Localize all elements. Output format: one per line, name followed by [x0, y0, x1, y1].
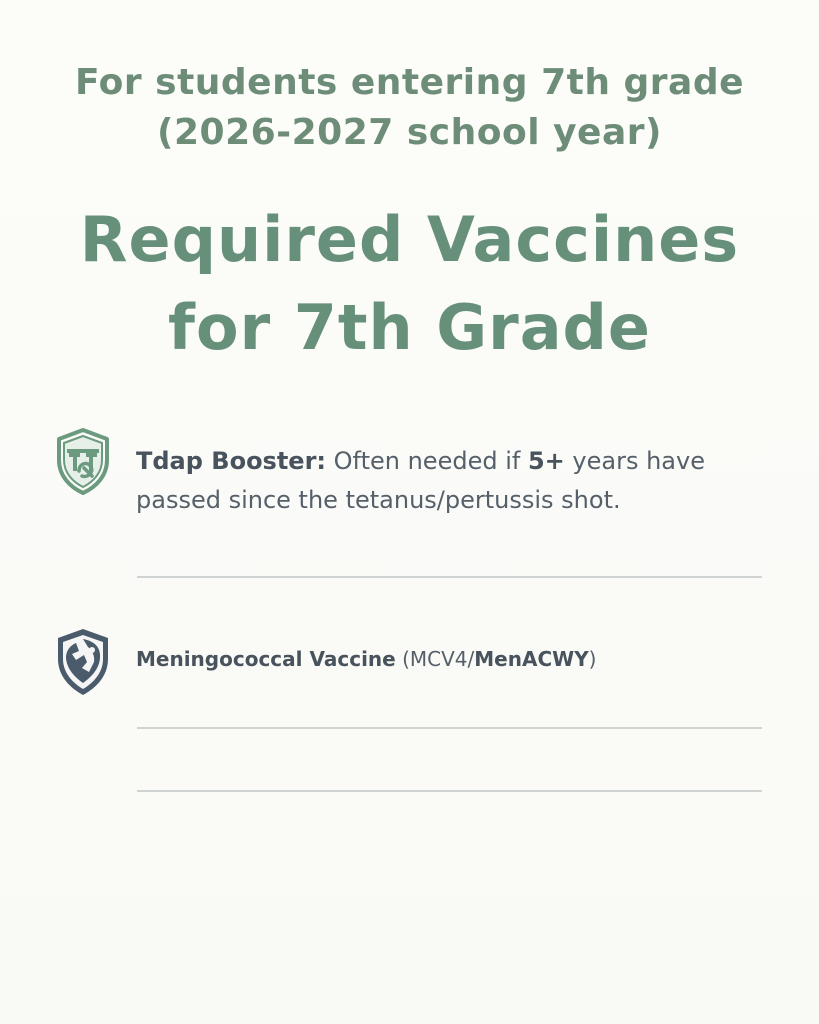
vaccine-description-tdap [136, 442, 776, 520]
vaccine-emphasis: 5+ [527, 447, 565, 475]
divider [137, 576, 762, 578]
vaccine-emphasis: MenACWY [474, 647, 589, 671]
page-title: Required Vaccines for 7th Grade [79, 203, 740, 364]
dark-shield-icon [54, 626, 112, 698]
green-shield-icon [54, 426, 112, 498]
vaccine-name: Tdap Booster: [136, 447, 327, 475]
page-subtitle: For students entering 7th grade (2026-2027 school year) [74, 62, 745, 153]
vaccine-text-before: (MCV4/ [395, 647, 475, 671]
vaccine-name: Meningococcal Vaccine [136, 647, 396, 671]
divider [137, 790, 762, 792]
divider [137, 727, 762, 729]
vaccine-text-after: ) [588, 647, 597, 671]
vaccine-text-after: years have passed since the tetanus/pertussis shot. [136, 447, 705, 514]
vaccine-text-before: Often needed if [326, 447, 528, 475]
vaccine-description-meningococcal [136, 644, 776, 674]
